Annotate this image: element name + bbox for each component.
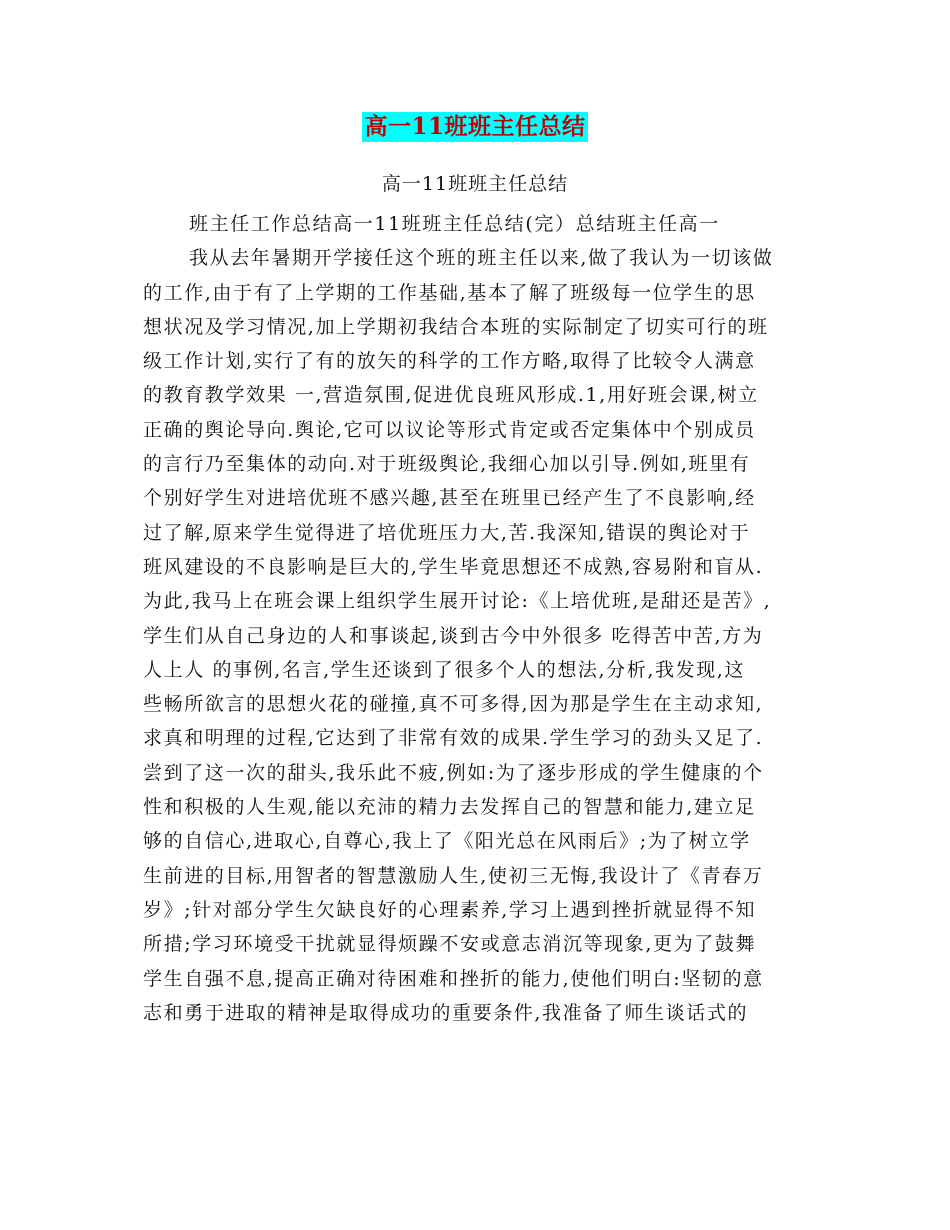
body-line: 个别好学生对进培优班不感兴趣,甚至在班里已经产生了不良影响,经 xyxy=(143,487,756,510)
document-body xyxy=(143,207,807,1030)
body-line: 的工作,由于有了上学期的工作基础,基本了解了班级每一位学生的思 xyxy=(143,281,756,304)
document-subtitle: 高一11班班主任总结 xyxy=(381,173,569,195)
body-line: 性和积极的人生观,能以充沛的精力去发挥自己的智慧和能力,建立足 xyxy=(143,796,756,819)
body-line: 的言行乃至集体的动向.对于班级舆论,我细心加以引导.例如,班里有 xyxy=(143,453,751,476)
body-line: 学生们从自己身边的人和事谈起,谈到古今中外很多 吃得苦中苦,方为 xyxy=(143,624,764,647)
body-line: 我从去年暑期开学接任这个班的班主任以来,做了我认为一切该做 xyxy=(189,247,774,270)
body-line: 够的自信心,进取心,自尊心,我上了《阳光总在风雨后》;为了树立学 xyxy=(143,830,751,853)
body-line: 级工作计划,实行了有的放矢的科学的工作方略,取得了比较令人满意 xyxy=(143,350,756,373)
body-line: 班风建设的不良影响是巨大的,学生毕竟思想还不成熟,容易附和盲从. xyxy=(143,555,764,578)
body-line: 尝到了这一次的甜头,我乐此不疲,例如:为了逐步形成的学生健康的个 xyxy=(143,761,764,784)
body-line: 志和勇于进取的精神是取得成功的重要条件,我准备了师生谈话式的 xyxy=(143,1001,749,1024)
body-line: 班主任工作总结高一11班班主任总结(完）总结班主任高一 xyxy=(189,213,720,235)
document-title: 高一11班班主任总结 xyxy=(364,113,586,140)
body-line: 想状况及学习情况,加上学期初我结合本班的实际制定了切实可行的班 xyxy=(143,315,769,338)
title-container xyxy=(0,112,950,142)
body-line: 些畅所欲言的思想火花的碰撞,真不可多得,因为那是学生在主动求知, xyxy=(143,693,764,716)
body-line: 正确的舆论导向.舆论,它可以议论等形式肯定或否定集体中个别成员 xyxy=(143,418,756,441)
body-line: 所措;学习环境受干扰就显得烦躁不安或意志消沉等现象,更为了鼓舞 xyxy=(143,933,757,956)
body-line: 的教育教学效果 一,营造氛围,促进优良班风形成.1,用好班会课,树立 xyxy=(143,384,759,407)
body-line: 学生自强不息,提高正确对待困难和挫折的能力,使他们明白:坚韧的意 xyxy=(143,967,764,990)
body-line: 求真和明理的过程,它达到了非常有效的成果.学生学习的劲头又足了. xyxy=(143,727,764,750)
body-line: 人上人 的事例,名言,学生还谈到了很多个人的想法,分析,我发现,这 xyxy=(143,658,746,681)
body-line: 岁》;针对部分学生欠缺良好的心理素养,学习上遇到挫折就显得不知 xyxy=(143,898,757,921)
body-line: 生前进的目标,用智者的智慧激励人生,使初三无悔,我设计了《青春万 xyxy=(143,864,764,887)
body-line: 为此,我马上在班会课上组织学生展开讨论:《上培优班,是甜还是苦》, xyxy=(143,590,772,613)
body-line: 过了解,原来学生觉得进了培优班压力大,苦.我深知,错误的舆论对于 xyxy=(143,521,751,544)
